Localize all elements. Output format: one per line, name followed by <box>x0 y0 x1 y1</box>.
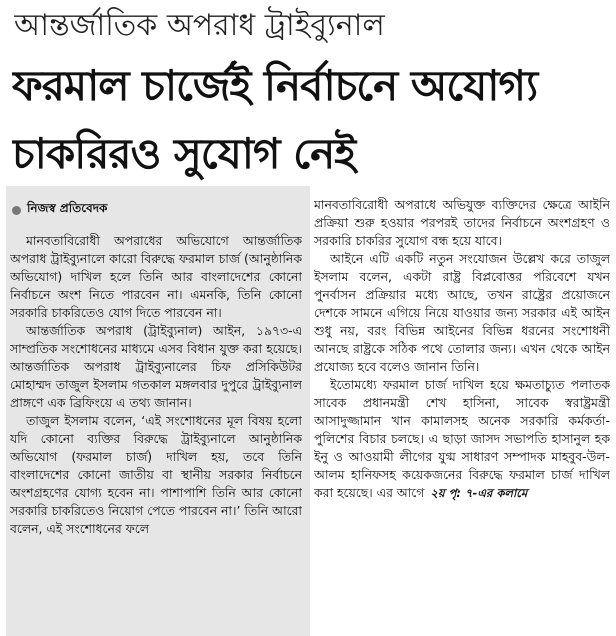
byline <box>12 200 107 220</box>
paragraph: আন্তর্জাতিক অপরাধ (ট্রাইব্যুনাল) আইন, ১৯৭৩-এ সাম্প্রতিক সংশোধনের মাধ্যমে এসব বিধান যুক্ত করা হয়েছে। আন্তর্জাতিক অপরাধ ট্রাইব্যুনালের চিফ প্রসিকিউটর মোহাম্মদ তাজুল ইসলাম গতকাল মঙ্গলবার দুপুরে ট্রাইব্যুনাল প্রাঙ্গণে এক ব্রিফিংয়ে এ তথ্য জানান। <box>10 323 302 410</box>
right-column <box>314 196 610 628</box>
paragraph <box>314 376 610 502</box>
left-column <box>10 232 302 632</box>
paragraph: মানবতাবিরোধী অপরাধে অভিযুক্ত ব্যক্তিদের ক্ষেত্রে আইনি প্রক্রিয়া শুরু হওয়ার পরপরই তাদের নির্বাচনে অংশগ্রহণ ও সরকারি চাকরির সুযোগ বন্ধ হয়ে যাবে। <box>314 197 610 248</box>
kicker: আন্তর্জাতিক অপরাধ ট্রাইব্যুনাল <box>14 8 385 43</box>
byline-text: নিজস্ব প্রতিবেদক <box>27 201 108 215</box>
paragraph: মানবতাবিরোধী অপরাধের অভিযোগে আন্তর্জাতিক অপরাধ ট্রাইব্যুনালে কারো বিরুদ্ধে ফরমাল চার্জ (আনুষ্ঠানিক অভিযোগ) দাখিল হলে তিনি আর বাংলাদেশের কোনো নির্বাচনে অংশ নিতে পারবেন না। এমনকি, তিনি কোনো সরকারি চাকরিতেও যোগ দিতে পারবেন না। <box>10 233 302 320</box>
bullet-icon <box>12 206 21 215</box>
paragraph: তাজুল ইসলাম বলেন, ‘এই সংশোধনের মূল বিষয় হলো যদি কোনো ব্যক্তির বিরুদ্ধে ট্রাইব্যুনালে আনুষ্ঠানিক অভিযোগ (ফরমাল চার্জ) দাখিল হয়, তবে তিনি বাংলাদেশের কোনো জাতীয় বা স্থানীয় সরকার নির্বাচনে অংশগ্রহণের যোগ্য হবেন না। পাশাপাশি তিনি আর কোনো সরকারি চাকরিতেও নিয়োগ পেতে পারবেন না।’ তিনি আরো বলেন, এই সংশোধনের ফলে <box>10 413 302 536</box>
continuation-jump: ২য় পৃ: ৭-এর কলামে <box>430 486 528 500</box>
headline-line-1: ফরমাল চার্জেই নির্বাচনে অযোগ্য <box>12 61 538 110</box>
paragraph: আইনে এটি একটি নতুন সংযোজন উল্লেখ করে তাজুল ইসলাম বলেন, একটা রাষ্ট্র বিপ্লবোত্তর পরিবেশে যখন পুনর্বাসন প্রক্রিয়ার মধ্যে আছে, তখন রাষ্ট্রের প্রয়োজনে দেশকে সামনে এগিয়ে নিয়ে যাওয়ার জন্য সরকার এই আইন শুধু নয়, বরং বিভিন্ন আইনের বিভিন্ন ধরনের সংশোধনী আনছে রাষ্ট্রকে সঠিক পথে তোলার জন্য। এখন থেকে আইন প্রযোজ্য হবে বলেও জানান তিনি। <box>314 251 610 374</box>
paragraph-text: ইতোমধ্যে ফরমাল চার্জ দাখিল হয়ে ক্ষমতাচ্যুত পলাতক সাবেক প্রধানমন্ত্রী শেখ হাসিনা, সাবেক স্বরাষ্ট্রমন্ত্রী আসাদুজ্জামান খান কামালসহ অনেক সরকারি কর্মকর্তা-পুলিশের বিচার চলছে। এ ছাড়া জাসদ সভাপতি হাসানুল হক ইনু ও আওয়ামী লীগের যুগ্ম সাধারণ সম্পাদক মাহবুব-উল-আলম হানিফসহ কয়েকজনের বিরুদ্ধে ফরমাল চার্জ দাখিল করা হয়েছে। এর আগে <box>314 377 610 500</box>
headline-line-2: চাকরিরও সুযোগ নেই <box>12 129 356 178</box>
